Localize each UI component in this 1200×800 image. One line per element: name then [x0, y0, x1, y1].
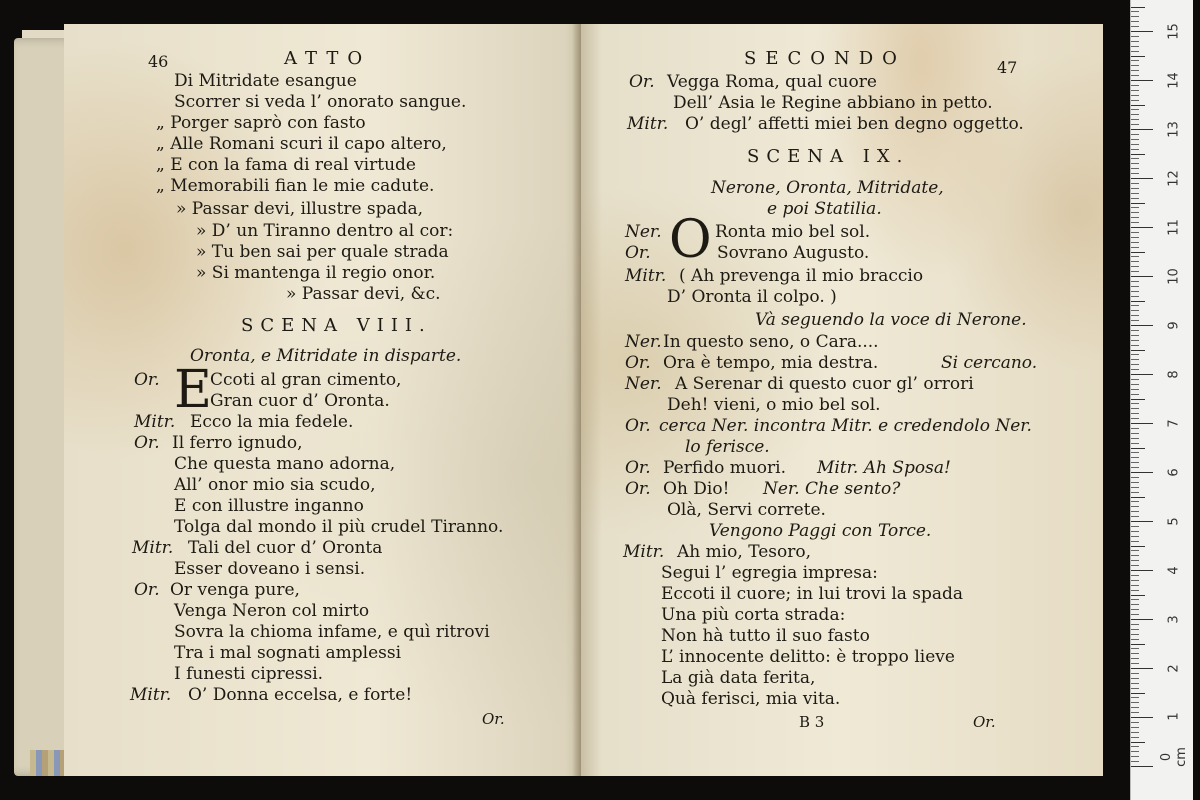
ruler-tick: [1131, 443, 1139, 444]
speaker: Or.: [625, 458, 651, 478]
dialogue-line: Deh! vieni, o mio bel sol.: [667, 395, 881, 415]
ruler-tick: [1131, 51, 1139, 52]
dialogue-line: Tolga dal mondo il più crudel Tiranno.: [174, 517, 504, 537]
dialogue-line: Ora è tempo, mia destra.: [663, 353, 879, 373]
ruler-tick: [1131, 737, 1139, 738]
dialogue-line: D’ Oronta il colpo. ): [667, 287, 837, 307]
ruler-tick: [1131, 188, 1139, 189]
ruler-tick: [1131, 310, 1139, 311]
ruler-tick: [1131, 36, 1139, 37]
speaker: Or.: [625, 353, 651, 373]
ruler-tick: [1131, 105, 1145, 106]
ruler-tick: [1131, 158, 1139, 159]
dialogue-line: I funesti cipressi.: [174, 664, 324, 684]
ruler-number: 9: [1166, 321, 1182, 330]
ruler-tick: [1131, 168, 1139, 169]
ruler-tick: [1131, 232, 1139, 233]
ruler-number: 11: [1166, 219, 1182, 236]
ruler-tick: [1131, 501, 1139, 502]
verse-line: » Tu ben sai per quale strada: [196, 242, 449, 262]
ruler-tick: [1131, 203, 1145, 204]
dialogue-line: Tra i mal sognati amplessi: [174, 643, 402, 663]
ruler-tick: [1131, 364, 1139, 365]
ruler-tick: [1131, 624, 1139, 625]
ruler-tick: [1131, 305, 1139, 306]
speaker: Or.: [629, 72, 655, 92]
ruler-number: 13: [1166, 121, 1182, 138]
dialogue-line: Or venga pure,: [170, 580, 300, 600]
ruler-tick: [1131, 536, 1139, 537]
dialogue-line: ( Ah prevenga il mio braccio: [679, 266, 924, 286]
ruler-tick: [1131, 70, 1139, 71]
verse-line: Di Mitridate esangue: [174, 71, 357, 91]
ruler-number: 6: [1166, 468, 1182, 477]
ruler-tick: [1131, 335, 1139, 336]
ruler-tick: [1131, 389, 1139, 390]
ruler-tick: [1131, 487, 1139, 488]
ruler-tick: [1131, 629, 1139, 630]
ruler-tick: [1131, 580, 1139, 581]
stage-direction: cerca Ner. incontra Mitr. e credendolo Ner.: [659, 416, 1032, 436]
ruler-number: 1: [1166, 712, 1182, 721]
ruler-tick: [1131, 359, 1139, 360]
ruler-tick: [1131, 746, 1139, 747]
ruler-tick: [1131, 506, 1139, 507]
ruler-tick: [1131, 134, 1139, 135]
ruler-tick: [1131, 222, 1139, 223]
ruler-tick: [1131, 428, 1139, 429]
ruler-tick: [1131, 345, 1139, 346]
verse-line: » D’ un Tiranno dentro al cor:: [196, 221, 454, 241]
dialogue-line: O’ Donna eccelsa, e forte!: [188, 685, 413, 705]
ruler-tick: [1131, 350, 1145, 351]
dialogue-line: Non hà tutto il suo fasto: [661, 626, 870, 646]
ruler-tick: [1131, 315, 1139, 316]
ruler-tick: [1131, 766, 1153, 767]
page-number-left: 46: [148, 52, 169, 71]
dialogue-line: Venga Neron col mirto: [174, 601, 370, 621]
ruler-number: 4: [1166, 566, 1182, 575]
ruler-tick: [1131, 614, 1139, 615]
ruler-tick: [1131, 139, 1139, 140]
dialogue-line: Una più corta strada:: [661, 605, 846, 625]
ruler-tick: [1131, 732, 1139, 733]
ruler-number: 14: [1166, 72, 1182, 89]
ruler-tick: [1131, 550, 1139, 551]
ruler-tick: [1131, 423, 1153, 424]
ruler-tick: [1131, 217, 1139, 218]
ruler-tick: [1131, 560, 1139, 561]
speaker: Mitr.: [623, 542, 665, 562]
ruler-tick: [1131, 247, 1139, 248]
verse-line: „ Porger saprò con fasto: [156, 113, 366, 133]
catchword: Or.: [973, 713, 996, 731]
dialogue-line: Esser doveano i sensi.: [174, 559, 366, 579]
dialogue-line: Sovrano Augusto.: [717, 243, 870, 263]
ruler-tick: [1131, 546, 1145, 547]
ruler-tick: [1131, 65, 1139, 66]
ruler-tick: [1131, 663, 1139, 664]
dialogue-line: O’ degl’ affetti miei ben degno oggetto.: [685, 114, 1024, 134]
ruler-tick: [1131, 467, 1139, 468]
ruler-tick: [1131, 472, 1153, 473]
speaker: Mitr.: [132, 538, 174, 558]
ruler-tick: [1131, 242, 1139, 243]
running-head-right: SECONDO: [744, 48, 906, 69]
ruler-tick: [1131, 751, 1139, 752]
ruler-tick: [1131, 109, 1139, 110]
ruler-tick: [1131, 408, 1139, 409]
ruler-tick: [1131, 129, 1153, 130]
ruler-tick: [1131, 320, 1139, 321]
speaker: Mitr.: [627, 114, 669, 134]
ruler-tick: [1131, 492, 1139, 493]
dialogue-line: Ccoti al gran cimento,: [210, 370, 402, 390]
ruler-tick: [1131, 448, 1145, 449]
verse-line: » Si mantenga il regio onor.: [196, 263, 436, 283]
ruler-tick: [1131, 712, 1139, 713]
ruler-tick: [1131, 41, 1139, 42]
dialogue-line: Il ferro ignudo,: [172, 433, 303, 453]
speaker: Ner.: [625, 222, 662, 242]
speaker: Or.: [134, 580, 160, 600]
ruler-tick: [1131, 144, 1139, 145]
ruler-tick: [1131, 585, 1139, 586]
ruler-tick: [1131, 7, 1145, 8]
ruler-tick: [1131, 281, 1139, 282]
ruler-number: 3: [1166, 615, 1182, 624]
ruler-tick: [1131, 227, 1153, 228]
ruler-tick: [1131, 301, 1145, 302]
ruler-tick: [1131, 384, 1139, 385]
ruler-tick: [1131, 16, 1139, 17]
stage-direction: e poi Statilia.: [767, 199, 882, 219]
ruler-tick: [1131, 727, 1139, 728]
dialogue-line: Eccoti il cuore; in lui trovi la spada: [661, 584, 964, 604]
ruler-number: 8: [1166, 370, 1182, 379]
stage-direction: Nerone, Oronta, Mitridate,: [711, 178, 944, 198]
catchword: Or.: [482, 710, 505, 728]
ruler-number: 15: [1166, 23, 1182, 40]
ruler-tick: [1131, 413, 1139, 414]
ruler-tick: [1131, 497, 1145, 498]
dialogue-line: Mitr. Ah Sposa!: [817, 458, 951, 478]
ruler-tick: [1131, 154, 1145, 155]
ruler-tick: [1131, 26, 1139, 27]
ruler-tick: [1131, 619, 1153, 620]
ruler-tick: [1131, 452, 1139, 453]
ruler-tick: [1131, 761, 1139, 762]
ruler-number: 12: [1166, 170, 1182, 187]
speaker: Or.: [625, 479, 651, 499]
ruler-tick: [1131, 85, 1139, 86]
ruler-tick: [1131, 56, 1145, 57]
ruler-tick: [1131, 590, 1139, 591]
ruler-tick: [1131, 575, 1139, 576]
ruler-tick: [1131, 697, 1139, 698]
ruler-tick: [1131, 570, 1153, 571]
ruler-number: 5: [1166, 517, 1182, 526]
verse-line: „ Memorabili fian le mie cadute.: [156, 176, 435, 196]
verse-line: » Passar devi, &c.: [286, 284, 441, 304]
ruler-tick: [1131, 526, 1139, 527]
dialogue-line: Olà, Servi correte.: [667, 500, 826, 520]
ruler-tick: [1131, 173, 1139, 174]
ruler-tick: [1131, 722, 1139, 723]
drop-cap: E: [174, 360, 212, 420]
signature-mark: B 3: [799, 713, 825, 731]
ruler-tick: [1131, 124, 1139, 125]
ruler-number: 7: [1166, 419, 1182, 428]
ruler-tick: [1131, 286, 1139, 287]
running-head-left: ATTO: [284, 48, 372, 69]
dialogue-line: All’ onor mio sia scudo,: [174, 475, 376, 495]
ruler-tick: [1131, 163, 1139, 164]
ruler-number: 2: [1166, 664, 1182, 673]
dialogue-line: Ah mio, Tesoro,: [677, 542, 812, 562]
ruler-tick: [1131, 80, 1153, 81]
speaker: Ner.: [625, 374, 662, 394]
ruler-tick: [1131, 438, 1139, 439]
dialogue-line: L’ innocente delitto: è troppo lieve: [661, 647, 955, 667]
ruler-tick: [1131, 511, 1139, 512]
ruler-tick: [1131, 178, 1153, 179]
ruler-tick: [1131, 256, 1139, 257]
ruler-tick: [1131, 477, 1139, 478]
ruler-tick: [1131, 683, 1139, 684]
ruler-tick: [1131, 648, 1139, 649]
ruler-tick: [1131, 673, 1139, 674]
speaker: Mitr.: [625, 266, 667, 286]
ruler-tick: [1131, 330, 1139, 331]
ruler-tick: [1131, 276, 1153, 277]
scene-heading-left: SCENA VIII.: [241, 315, 432, 336]
ruler-tick: [1131, 565, 1139, 566]
speaker: Or.: [625, 416, 651, 436]
verse-line: „ Alle Romani scuri il capo altero,: [156, 134, 447, 154]
ruler-tick: [1131, 212, 1139, 213]
ruler-tick: [1131, 237, 1139, 238]
ruler-tick: [1131, 634, 1139, 635]
measurement-ruler: [1130, 0, 1193, 800]
ruler-tick: [1131, 369, 1139, 370]
ruler-tick: [1131, 394, 1139, 395]
ruler-tick: [1131, 418, 1139, 419]
ruler-tick: [1131, 60, 1139, 61]
ruler-number: 10: [1166, 268, 1182, 285]
ruler-tick: [1131, 291, 1139, 292]
verse-line: » Passar devi, illustre spada,: [176, 199, 424, 219]
ruler-tick: [1131, 482, 1139, 483]
ruler-tick: [1131, 639, 1139, 640]
ruler-tick: [1131, 340, 1139, 341]
dialogue-line: In questo seno, o Cara....: [663, 332, 879, 352]
drop-cap: O: [669, 210, 712, 270]
ruler-tick: [1131, 207, 1139, 208]
dialogue-line: Ronta mio bel sol.: [715, 222, 871, 242]
ruler-tick: [1131, 399, 1145, 400]
ruler-tick: [1131, 717, 1153, 718]
dialogue-line: Tali del cuor d’ Oronta: [188, 538, 383, 558]
verse-line: Scorrer si veda l’ onorato sangue.: [174, 92, 467, 112]
ruler-tick: [1131, 688, 1139, 689]
dialogue-line: Sovra la chioma infame, e quì ritrovi: [174, 622, 490, 642]
ruler-tick: [1131, 531, 1139, 532]
dialogue-line: E con illustre inganno: [174, 496, 364, 516]
dialogue-line: Segui l’ egregia impresa:: [661, 563, 878, 583]
left-page: [64, 24, 581, 776]
ruler-tick: [1131, 521, 1153, 522]
speaker: Or.: [134, 370, 160, 390]
ruler-tick: [1131, 742, 1145, 743]
ruler-tick: [1131, 756, 1139, 757]
ruler-tick: [1131, 11, 1139, 12]
ruler-tick: [1131, 379, 1139, 380]
dialogue-line: Che questa mano adorna,: [174, 454, 396, 474]
right-page: [581, 24, 1103, 776]
speaker: Ner.: [625, 332, 662, 352]
dialogue-line: Dell’ Asia le Regine abbiano in petto.: [673, 93, 993, 113]
ruler-tick: [1131, 75, 1139, 76]
dialogue-line: Ecco la mia fedele.: [190, 412, 354, 432]
dialogue-line: Quà ferisci, mia vita.: [661, 689, 841, 709]
ruler-tick: [1131, 595, 1145, 596]
ruler-tick: [1131, 271, 1139, 272]
ruler-tick: [1131, 374, 1153, 375]
ruler-tick: [1131, 261, 1139, 262]
ruler-tick: [1131, 609, 1139, 610]
dialogue-line: Gran cuor d’ Oronta.: [210, 391, 390, 411]
ruler-tick: [1131, 354, 1139, 355]
ruler-tick: [1131, 403, 1139, 404]
ruler-tick: [1131, 604, 1139, 605]
ruler-tick: [1131, 149, 1139, 150]
ruler-tick: [1131, 198, 1139, 199]
speaker: Or.: [625, 243, 651, 263]
ruler-tick: [1131, 183, 1139, 184]
dialogue-line: La già data ferita,: [661, 668, 816, 688]
dialogue-line: Perfido muori.: [663, 458, 786, 478]
stage-direction: Oronta, e Mitridate in disparte.: [190, 346, 462, 366]
ruler-tick: [1131, 252, 1145, 253]
stage-direction: lo ferisce.: [685, 437, 770, 457]
stage-direction: Si cercano.: [941, 353, 1038, 373]
speaker: Mitr.: [134, 412, 176, 432]
ruler-tick: [1131, 325, 1153, 326]
ruler-tick: [1131, 658, 1139, 659]
ruler-tick: [1131, 457, 1139, 458]
ruler-tick: [1131, 90, 1139, 91]
ruler-tick: [1131, 31, 1153, 32]
ruler-tick: [1131, 114, 1139, 115]
ruler-tick: [1131, 516, 1139, 517]
ruler-tick: [1131, 653, 1139, 654]
scene-heading-right: SCENA IX.: [747, 146, 910, 167]
ruler-tick: [1131, 678, 1139, 679]
ruler-unit-label: 0 cm: [1159, 747, 1189, 767]
ruler-tick: [1131, 100, 1139, 101]
stage-direction: Vengono Paggi con Torce.: [709, 521, 932, 541]
ruler-tick: [1131, 541, 1139, 542]
ruler-tick: [1131, 644, 1145, 645]
speaker: Or.: [134, 433, 160, 453]
ruler-tick: [1131, 462, 1139, 463]
stage-direction: Và seguendo la voce di Nerone.: [755, 310, 1027, 330]
ruler-tick: [1131, 46, 1139, 47]
ruler-tick: [1131, 702, 1139, 703]
dialogue-line: Ner. Che sento?: [763, 479, 901, 499]
page-number-right: 47: [997, 58, 1018, 77]
speaker: Mitr.: [130, 685, 172, 705]
ruler-tick: [1131, 95, 1139, 96]
ruler-tick: [1131, 599, 1139, 600]
ruler-tick: [1131, 555, 1139, 556]
ruler-tick: [1131, 119, 1139, 120]
ruler-tick: [1131, 693, 1145, 694]
dialogue-line: Oh Dio!: [663, 479, 730, 499]
ruler-tick: [1131, 21, 1139, 22]
ruler-tick: [1131, 707, 1139, 708]
verse-line: „ E con la fama di real virtude: [156, 155, 416, 175]
ruler-tick: [1131, 433, 1139, 434]
dialogue-line: Vegga Roma, qual cuore: [667, 72, 877, 92]
ruler-tick: [1131, 266, 1139, 267]
ruler-tick: [1131, 668, 1153, 669]
dialogue-line: A Serenar di questo cuor gl’ orrori: [675, 374, 974, 394]
ruler-tick: [1131, 296, 1139, 297]
ruler-tick: [1131, 193, 1139, 194]
